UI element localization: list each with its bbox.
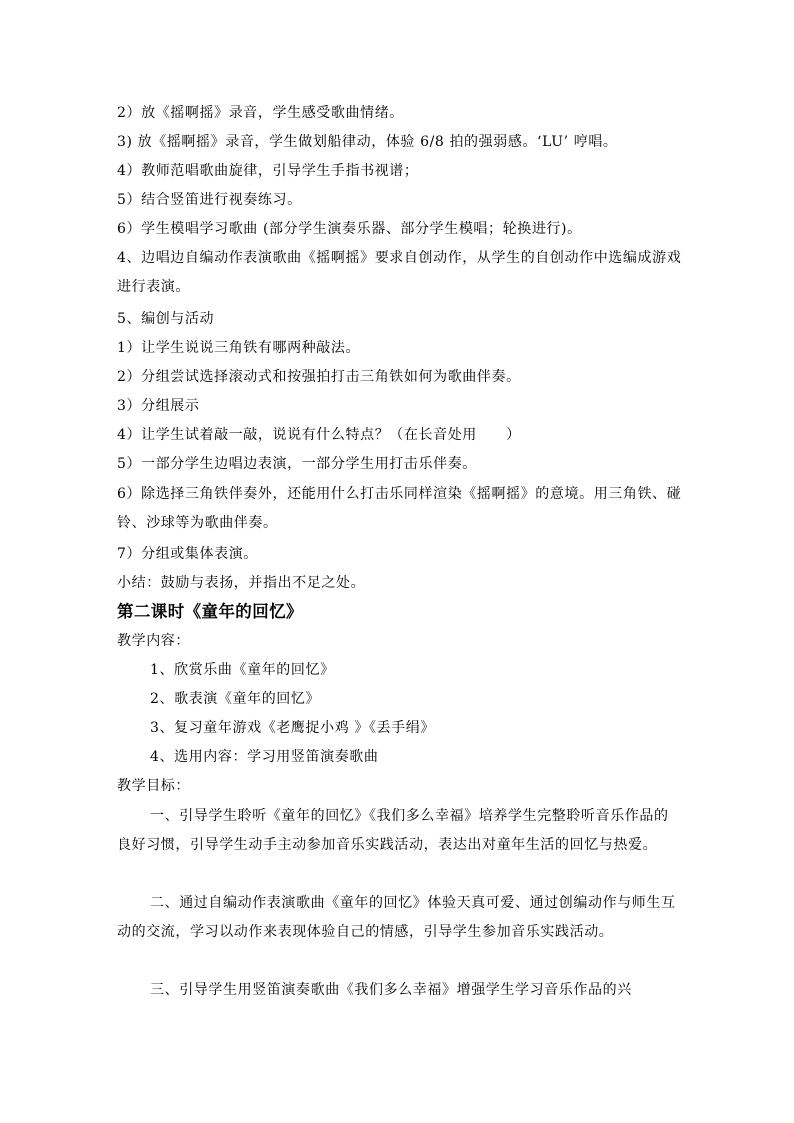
text-line: 2）分组尝试选择滚动式和按强拍打击三角铁如何为歌曲伴奏。 — [117, 369, 521, 385]
goals-label: 教学目标： — [117, 778, 190, 794]
text-line: 7）分组或集体表演。 — [117, 546, 258, 562]
text-paragraph: 4、边唱边自编动作表演歌曲《摇啊摇》要求自创动作，从学生的自创动作中选编成游戏进行表演。 — [117, 250, 682, 295]
text-line: 1）让学生说说三角铁有哪两种敲法。 — [117, 340, 361, 356]
text-line: 2）放《摇啊摇》录音，学生感受歌曲情绪。 — [117, 105, 404, 121]
text-line: 5、编创与活动 — [117, 311, 215, 327]
text-line: 4）教师范唱歌曲旋律，引导学生手指书视谱； — [117, 163, 419, 179]
goal-paragraph: 一、引导学生聆听《童年的回忆》《我们多么幸福》培养学生完整聆听音乐作品的良好习惯，引导学生动手主动参加音乐实践活动，表达出对童年生活的回忆与热爱。 — [117, 808, 669, 853]
list-item: 1、欣赏乐曲《童年的回忆》 — [150, 662, 335, 678]
goal-paragraph: 三、引导学生用竖笛演奏歌曲《我们多么幸福》增强学生学习音乐作品的兴 — [150, 982, 632, 998]
text-line: 3）分组展示 — [117, 398, 200, 414]
text-line: 5）结合竖笛进行视奏练习。 — [117, 192, 302, 208]
text-line: 3) 放《摇啊摇》录音，学生做划船律动，体验 6/8 拍的强弱感。‘LU’ 哼唱。 — [117, 134, 618, 150]
list-item: 3、复习童年游戏《老鹰捉小鸡 》《丢手绢》 — [150, 720, 435, 736]
goal-paragraph: 二、通过自编动作表演歌曲《童年的回忆》体验天真可爱、通过创编动作与师生互动的交流，学习以动作来表现体验自己的情感，引导学生参加音乐实践活动。 — [117, 895, 676, 940]
text-line: 5）一部分学生边唱边表演，一部分学生用打击乐伴奏。 — [117, 456, 477, 472]
text-line: 6）学生模唱学习歌曲 (部分学生演奏乐器、部分学生模唱；轮换进行)。 — [117, 221, 582, 237]
list-item: 2、歌表演《童年的回忆》 — [150, 691, 321, 707]
text-line: 4）让学生试着敲一敲，说说有什么特点？（在长音处用 ） — [117, 427, 521, 443]
text-line: 小结：鼓励与表扬，并指出不足之处。 — [117, 575, 366, 591]
content-label: 教学内容： — [117, 633, 190, 649]
list-item: 4、选用内容：学习用竖笛演奏歌曲 — [150, 749, 379, 765]
section-heading: 第二课时《童年的回忆》 — [117, 602, 303, 621]
text-paragraph: 6）除选择三角铁伴奏外，还能用什么打击乐同样渲染《摇啊摇》的意境。用三角铁、碰铃、沙球等为歌曲伴奏。 — [117, 486, 682, 531]
